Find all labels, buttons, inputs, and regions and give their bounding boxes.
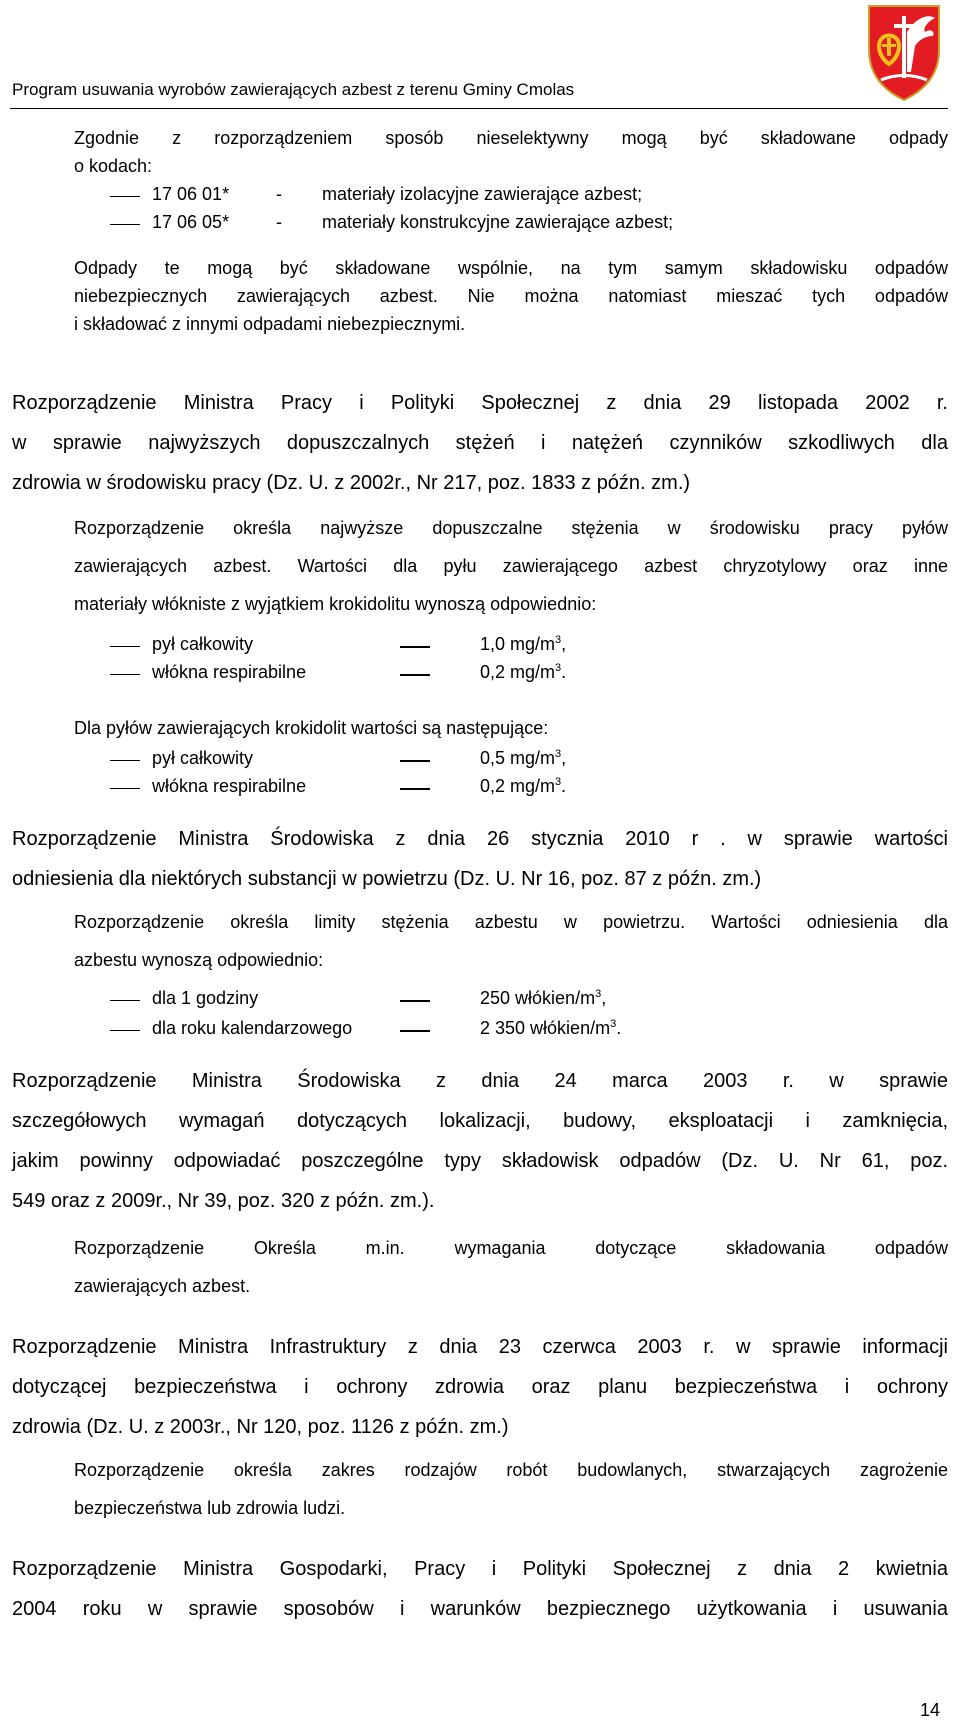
limit-value	[480, 634, 566, 655]
limit-value	[480, 1018, 621, 1039]
waste-code: 17 06 01*	[152, 184, 230, 204]
regulation-body-line: zawierających azbest.	[74, 1276, 251, 1296]
regulation-body-line: zawierających azbest. Wartości dla pyłu zawierającego azbest chryzotylowy oraz inne	[74, 556, 948, 576]
regulation-body-line: Rozporządzenie Określa m.in. wymagania dotyczące składowania odpadów	[74, 1238, 948, 1258]
limit-punct: ,	[601, 988, 607, 1008]
regulation-body-line: Rozporządzenie określa limity stężenia azbestu w powietrzu. Wartości odniesienia dla	[74, 912, 948, 932]
list-dash	[110, 788, 140, 789]
regulation-title-line: odniesienia dla niektórych substancji w powietrzu (Dz. U. Nr 16, poz. 87 z późn. zm.)	[12, 868, 762, 890]
waste-code: 17 06 05*	[152, 212, 230, 232]
list-dash	[110, 674, 140, 675]
limit-label: dla roku kalendarzowego	[152, 1018, 353, 1038]
limit-dash	[400, 674, 430, 676]
limit-value-text: 0,2 mg/m	[480, 776, 556, 796]
regulation-title-line: jakim powinny odpowiadać poszczególne typy składowisk odpadów (Dz. U. Nr 61, poz.	[12, 1150, 948, 1172]
limit-dash	[400, 1030, 430, 1032]
list-dash	[110, 224, 140, 225]
limit-value	[480, 662, 566, 683]
regulation-title-line: Rozporządzenie Ministra Pracy i Polityki Społecznej z dnia 29 listopada 2002 r.	[12, 392, 948, 414]
limit-value	[480, 776, 566, 797]
municipal-coat-of-arms-icon	[861, 2, 947, 102]
regulation-title-line: dotyczącej bezpieczeństwa i ochrony zdrowia oraz planu bezpieczeństwa i ochrony	[12, 1376, 948, 1398]
limit-label: włókna respirabilne	[152, 776, 307, 796]
limit-value-text: 0,2 mg/m	[480, 662, 556, 682]
list-dash	[110, 646, 140, 647]
regulation-title-line: zdrowia w środowisku pracy (Dz. U. z 2002r., Nr 217, poz. 1833 z późn. zm.)	[12, 472, 691, 494]
waste-code-separator: -	[276, 184, 282, 204]
paragraph-line: niebezpiecznych zawierających azbest. Nie można natomiast mieszać tych odpadów	[74, 286, 948, 306]
intro-line-1: Zgodnie z rozporządzeniem sposób nieselektywny mogą być składowane odpady	[74, 128, 948, 148]
regulation-title-line: Rozporządzenie Ministra Środowiska z dnia 24 marca 2003 r. w sprawie	[12, 1070, 948, 1092]
limit-value	[480, 988, 606, 1009]
limit-exponent: 3	[555, 634, 562, 646]
limit-dash	[400, 1000, 430, 1002]
regulation-title-line: 2004 roku w sprawie sposobów i warunków bezpiecznego użytkowania i usuwania	[12, 1598, 948, 1620]
regulation-body-line: materiały włókniste z wyjątkiem krokidolitu wynoszą odpowiednio:	[74, 594, 597, 614]
intro-line-2: o kodach:	[74, 156, 153, 176]
regulation-title-line: 549 oraz z 2009r., Nr 39, poz. 320 z późn. zm.).	[12, 1190, 435, 1212]
limit-exponent: 3	[555, 662, 562, 674]
document-header-title: Program usuwania wyrobów zawierających azbest z terenu Gminy Cmolas	[12, 80, 575, 99]
regulation-title-line: Rozporządzenie Ministra Gospodarki, Pracy i Polityki Społecznej z dnia 2 kwietnia	[12, 1558, 948, 1580]
waste-code-separator: -	[276, 212, 282, 232]
limit-punct: .	[561, 662, 567, 682]
limit-value-text: 2 350 włókien/m	[480, 1018, 611, 1038]
header-divider	[10, 108, 948, 109]
limit-dash	[400, 760, 430, 762]
limit-value	[480, 748, 566, 769]
limit-exponent: 3	[555, 776, 562, 788]
page-number: 14	[920, 1700, 941, 1720]
regulation-body-line: bezpieczeństwa lub zdrowia ludzi.	[74, 1498, 346, 1518]
limit-value-text: 1,0 mg/m	[480, 634, 556, 654]
regulation-title-line: szczegółowych wymagań dotyczących lokalizacji, budowy, eksploatacji i zamknięcia,	[12, 1110, 948, 1132]
limit-punct: ,	[561, 748, 567, 768]
regulation-body-line: Rozporządzenie określa zakres rodzajów robót budowlanych, stwarzających zagrożenie	[74, 1460, 948, 1480]
limit-value-text: 0,5 mg/m	[480, 748, 556, 768]
list-dash	[110, 196, 140, 197]
list-dash	[110, 1000, 140, 1001]
limit-dash	[400, 788, 430, 790]
limit-punct: .	[616, 1018, 622, 1038]
list-dash	[110, 760, 140, 761]
paragraph-line: Odpady te mogą być składowane wspólnie, na tym samym składowisku odpadów	[74, 258, 948, 278]
regulation-title-line: w sprawie najwyższych dopuszczalnych stężeń i natężeń czynników szkodliwych dla	[12, 432, 948, 454]
limit-label: dla 1 godziny	[152, 988, 259, 1008]
regulation-subheading: Dla pyłów zawierających krokidolit wartości są następujące:	[74, 718, 549, 738]
limit-exponent: 3	[595, 988, 602, 1000]
limit-punct: .	[561, 776, 567, 796]
limit-exponent: 3	[555, 748, 562, 760]
limit-label: pył całkowity	[152, 748, 254, 768]
list-dash	[110, 1030, 140, 1031]
limit-value-text: 250 włókien/m	[480, 988, 596, 1008]
limit-label: pył całkowity	[152, 634, 254, 654]
limit-label: włókna respirabilne	[152, 662, 307, 682]
paragraph-line: i składować z innymi odpadami niebezpiecznymi.	[74, 314, 466, 334]
limit-exponent: 3	[610, 1018, 617, 1030]
limit-dash	[400, 646, 430, 648]
waste-code-description: materiały izolacyjne zawierające azbest;	[322, 184, 643, 204]
regulation-body-line: azbestu wynoszą odpowiednio:	[74, 950, 324, 970]
regulation-title-line: Rozporządzenie Ministra Środowiska z dnia 26 stycznia 2010 r . w sprawie wartości	[12, 828, 948, 850]
regulation-title-line: Rozporządzenie Ministra Infrastruktury z dnia 23 czerwca 2003 r. w sprawie informacji	[12, 1336, 948, 1358]
waste-code-description: materiały konstrukcyjne zawierające azbest;	[322, 212, 674, 232]
limit-punct: ,	[561, 634, 567, 654]
regulation-title-line: zdrowia (Dz. U. z 2003r., Nr 120, poz. 1126 z późn. zm.)	[12, 1416, 509, 1438]
regulation-body-line: Rozporządzenie określa najwyższe dopuszczalne stężenia w środowisku pracy pyłów	[74, 518, 948, 538]
